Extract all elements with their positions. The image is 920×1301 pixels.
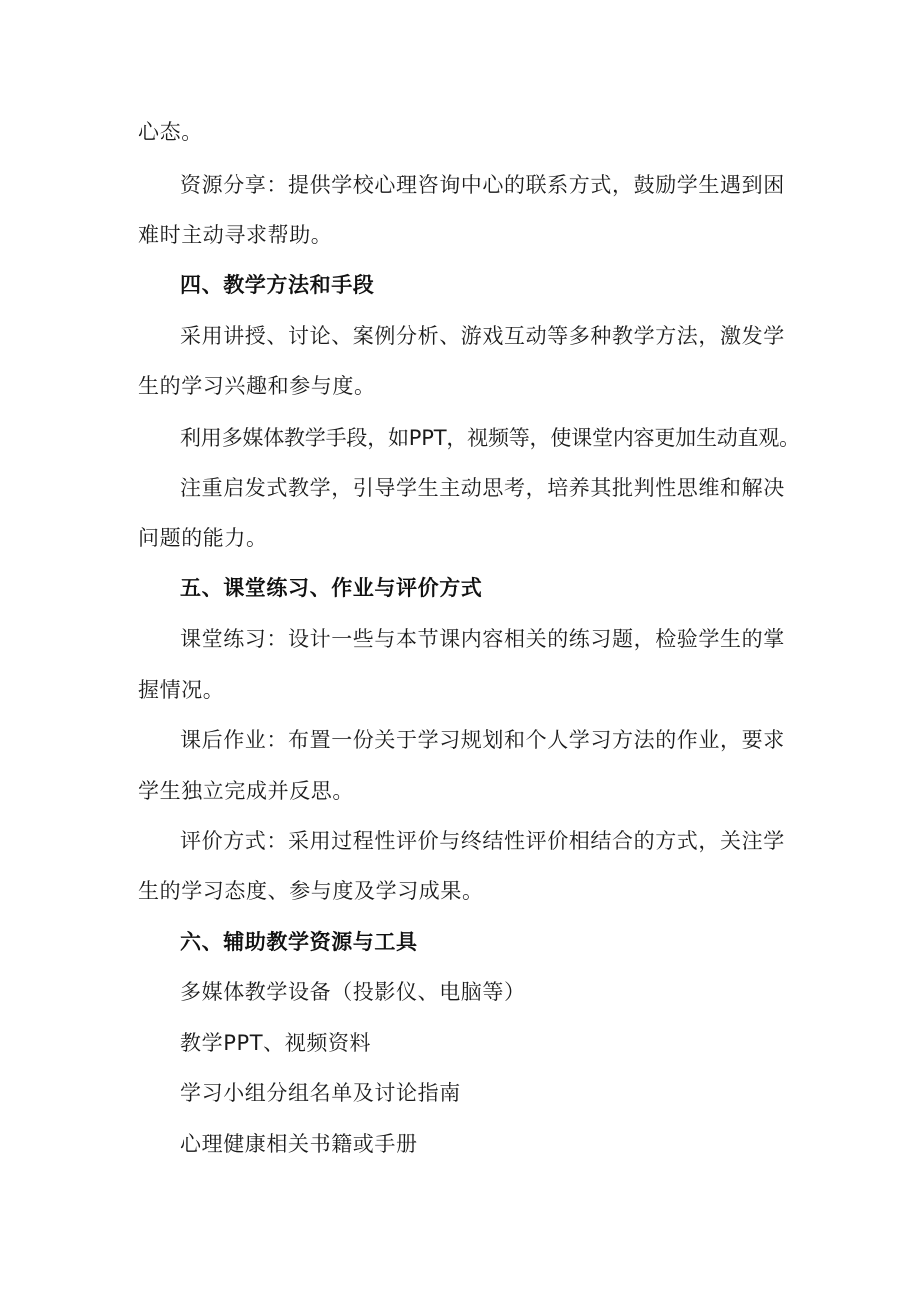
list-item: 学习小组分组名单及讨论指南 bbox=[180, 1081, 461, 1105]
paragraph-line: 课后作业：布置一份关于学习规划和个人学习方法的作业，要求 bbox=[180, 728, 785, 752]
section-heading: 四、教学方法和手段 bbox=[180, 273, 375, 297]
section-heading: 六、辅助教学资源与工具 bbox=[180, 930, 418, 954]
paragraph-line: 生的学习兴趣和参与度。 bbox=[138, 374, 376, 398]
paragraph-line: 课堂练习：设计一些与本节课内容相关的练习题，检验学生的掌 bbox=[180, 627, 785, 651]
paragraph-line: 难时主动寻求帮助。 bbox=[138, 223, 333, 247]
paragraph-line: 学生独立完成并反思。 bbox=[138, 779, 354, 803]
paragraph-line: 资源分享：提供学校心理咨询中心的联系方式，鼓励学生遇到困 bbox=[180, 173, 785, 197]
paragraph-line: 采用讲授、讨论、案例分析、游戏互动等多种教学方法，激发学 bbox=[180, 324, 785, 348]
list-item: 多媒体教学设备（投影仪、电脑等） bbox=[180, 980, 526, 1004]
list-item: 心理健康相关书籍或手册 bbox=[180, 1132, 418, 1156]
paragraph-line: 利用多媒体教学手段，如PPT，视频等，使课堂内容更加生动直观。 bbox=[180, 426, 800, 450]
paragraph-line: 评价方式：采用过程性评价与终结性评价相结合的方式，关注学 bbox=[180, 829, 785, 853]
section-heading: 五、课堂练习、作业与评价方式 bbox=[180, 576, 483, 600]
list-item: 教学PPT、视频资料 bbox=[180, 1031, 372, 1055]
paragraph-line: 生的学习态度、参与度及学习成果。 bbox=[138, 879, 484, 903]
paragraph-line: 握情况。 bbox=[138, 678, 225, 702]
paragraph-line: 心态。 bbox=[138, 120, 203, 144]
paragraph-line: 问题的能力。 bbox=[138, 526, 268, 550]
paragraph-line: 注重启发式教学，引导学生主动思考，培养其批判性思维和解决 bbox=[180, 476, 785, 500]
